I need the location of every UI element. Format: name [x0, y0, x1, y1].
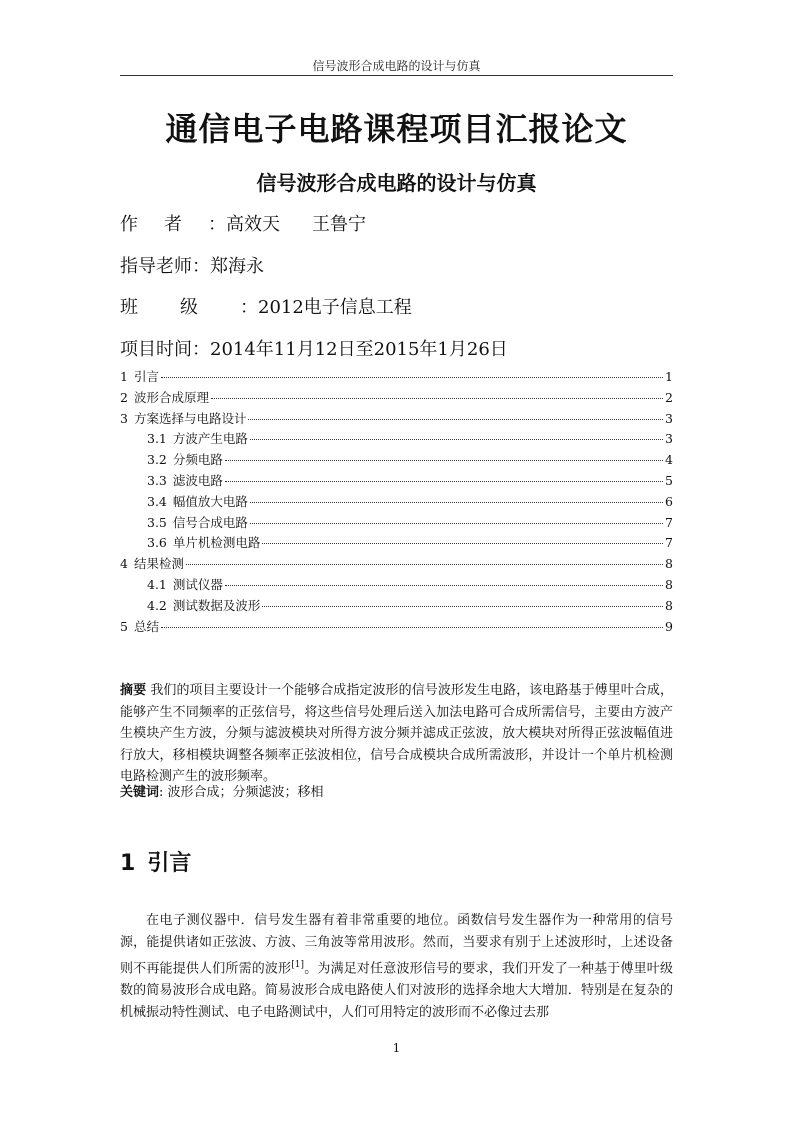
- toc-entry-title: 分频电路: [172, 452, 223, 468]
- toc-entry-title: 总结: [133, 618, 159, 634]
- toc-entry-title: 方案选择与电路设计: [133, 410, 247, 426]
- abstract-text: 我们的项目主要设计一个能够合成指定波形的信号波形发生电路，该电路基于傅里叶合成，能够产生不同频率的正弦信号，将这些信号处理后送入加法电路可合成所需信号，主要由方波产生模块产生方波，分频与滤波模块对所得方波分频并滤成正弦波，放大模块对所得正弦波幅值进行放大，移相模块调整各频率正弦波相位，信号合成模块合成所需波形，并设计一个单片机检测电路检测产生的波形频率。: [120, 683, 673, 784]
- toc-entry[interactable]: [120, 409, 673, 430]
- toc-entry[interactable]: [120, 596, 673, 617]
- toc-entry[interactable]: [120, 533, 673, 554]
- class-colon: ：: [240, 297, 258, 318]
- toc-entry-number: 3.5: [147, 514, 167, 530]
- toc-dot-leader: [262, 606, 663, 607]
- table-of-contents: [120, 367, 673, 637]
- toc-entry-number: 3: [120, 410, 128, 426]
- class-label: 班级: [120, 297, 240, 318]
- author-name-1: 高效天: [226, 214, 280, 235]
- toc-entry-number: 4.1: [147, 576, 167, 592]
- toc-entry[interactable]: [120, 450, 673, 471]
- toc-entry-page: 1: [665, 369, 673, 384]
- toc-entry-number: 3.4: [147, 493, 167, 509]
- section-title: 引言: [147, 851, 192, 876]
- toc-entry-number: 4.2: [147, 597, 167, 613]
- intro-text-part-1: 在电子测仪器中．信号发生器有着非常重要的地位。函数信号发生器作为一种常用的信号源，能提供诸如正弦波、方波、三角波等常用波形。然而，当要求有别于上述波形时，上述设备则不再能提供人们所需的波形: [120, 913, 673, 977]
- toc-entry[interactable]: [120, 575, 673, 596]
- toc-dot-leader: [225, 460, 663, 461]
- toc-entry-title: 方波产生电路: [172, 431, 248, 447]
- toc-entry-page: 3: [665, 431, 673, 447]
- toc-dot-leader: [248, 419, 663, 420]
- class-value: 2012电子信息工程: [258, 297, 412, 318]
- abstract-label: 摘要: [120, 683, 147, 698]
- toc-entry[interactable]: [120, 554, 673, 575]
- toc-entry[interactable]: [120, 617, 673, 638]
- toc-dot-leader: [161, 627, 663, 628]
- toc-dot-leader: [225, 481, 663, 482]
- author-line: [120, 210, 366, 236]
- toc-entry-page: 8: [665, 576, 673, 592]
- advisor-label: 指导老师：: [120, 256, 210, 277]
- toc-dot-leader: [186, 564, 663, 565]
- toc-entry-title: 测试仪器: [172, 576, 223, 592]
- toc-entry[interactable]: [120, 492, 673, 513]
- document-subtitle: 信号波形合成电路的设计与仿真: [256, 171, 537, 195]
- toc-entry-number: 1: [120, 369, 128, 384]
- toc-dot-leader: [250, 523, 663, 524]
- toc-dot-leader: [161, 377, 663, 378]
- header-rule: [120, 75, 673, 76]
- toc-entry-page: 5: [665, 472, 673, 488]
- introduction-paragraph: [120, 910, 673, 1024]
- toc-entry-number: 3.6: [147, 535, 167, 551]
- toc-entry-title: 幅值放大电路: [172, 493, 248, 509]
- citation-ref: [1]: [291, 960, 305, 970]
- section-number: 1: [120, 851, 136, 876]
- toc-entry[interactable]: [120, 513, 673, 534]
- keywords-text: 波形合成；分频滤波；移相: [167, 785, 324, 800]
- advisor-name: 郑海永: [210, 256, 264, 277]
- toc-dot-leader: [225, 585, 663, 586]
- running-header: 信号波形合成电路的设计与仿真: [312, 59, 481, 73]
- toc-dot-leader: [250, 502, 663, 503]
- toc-entry-page: 6: [665, 493, 673, 509]
- toc-entry-title: 信号合成电路: [172, 514, 248, 530]
- toc-entry[interactable]: [120, 367, 673, 388]
- author-colon: ：: [208, 214, 226, 235]
- toc-dot-leader: [211, 398, 663, 399]
- document-title: 通信电子电路课程项目汇报论文: [165, 110, 628, 148]
- toc-entry-page: 8: [665, 597, 673, 613]
- toc-entry-title: 波形合成原理: [133, 389, 209, 405]
- toc-dot-leader: [262, 543, 663, 544]
- project-time-line: [120, 335, 508, 361]
- class-line: [120, 293, 412, 319]
- section-heading-introduction: [120, 846, 191, 877]
- toc-entry[interactable]: [120, 471, 673, 492]
- toc-entry-page: 8: [665, 556, 673, 572]
- toc-entry-title: 引言: [133, 369, 159, 384]
- toc-entry-number: 3.1: [147, 431, 167, 447]
- toc-entry-title: 单片机检测电路: [172, 535, 261, 551]
- keywords-colon: :: [159, 785, 164, 800]
- project-time-value: 2014年11月12日至2015年1月26日: [210, 339, 508, 360]
- toc-entry-title: 结果检测: [133, 556, 184, 572]
- toc-entry-page: 2: [665, 389, 673, 405]
- toc-entry-number: 4: [120, 556, 128, 572]
- toc-entry[interactable]: [120, 429, 673, 450]
- keywords: [120, 783, 673, 803]
- advisor-line: [120, 252, 264, 278]
- toc-entry-page: 4: [665, 452, 673, 468]
- intro-text-part-2: 。为满足对任意波形信号的要求，我们开发了一种基于傅里叶级数的简易波形合成电路。简易波形合成电路使人们对波形的选择余地大大增加．特别是在复杂的机械振动特性测试、电子电路测试中，人们可用特定的波形而不必像过去那: [120, 961, 673, 1021]
- toc-entry[interactable]: [120, 388, 673, 409]
- author-label: 作者: [120, 214, 208, 235]
- toc-entry-number: 3.2: [147, 452, 167, 468]
- page-number: 1: [392, 1041, 401, 1055]
- toc-entry-title: 滤波电路: [172, 472, 223, 488]
- toc-entry-page: 9: [665, 618, 673, 634]
- toc-entry-number: 3.3: [147, 472, 167, 488]
- keywords-label: 关键词: [120, 785, 160, 800]
- toc-entry-page: 7: [665, 535, 673, 551]
- author-name-2: 王鲁宁: [312, 214, 366, 235]
- toc-entry-number: 2: [120, 389, 128, 405]
- project-time-label: 项目时间：: [120, 339, 210, 360]
- toc-dot-leader: [250, 439, 663, 440]
- abstract: [120, 680, 673, 788]
- toc-entry-title: 测试数据及波形: [172, 597, 261, 613]
- toc-entry-page: 7: [665, 514, 673, 530]
- toc-entry-number: 5: [120, 618, 128, 634]
- toc-entry-page: 3: [665, 410, 673, 426]
